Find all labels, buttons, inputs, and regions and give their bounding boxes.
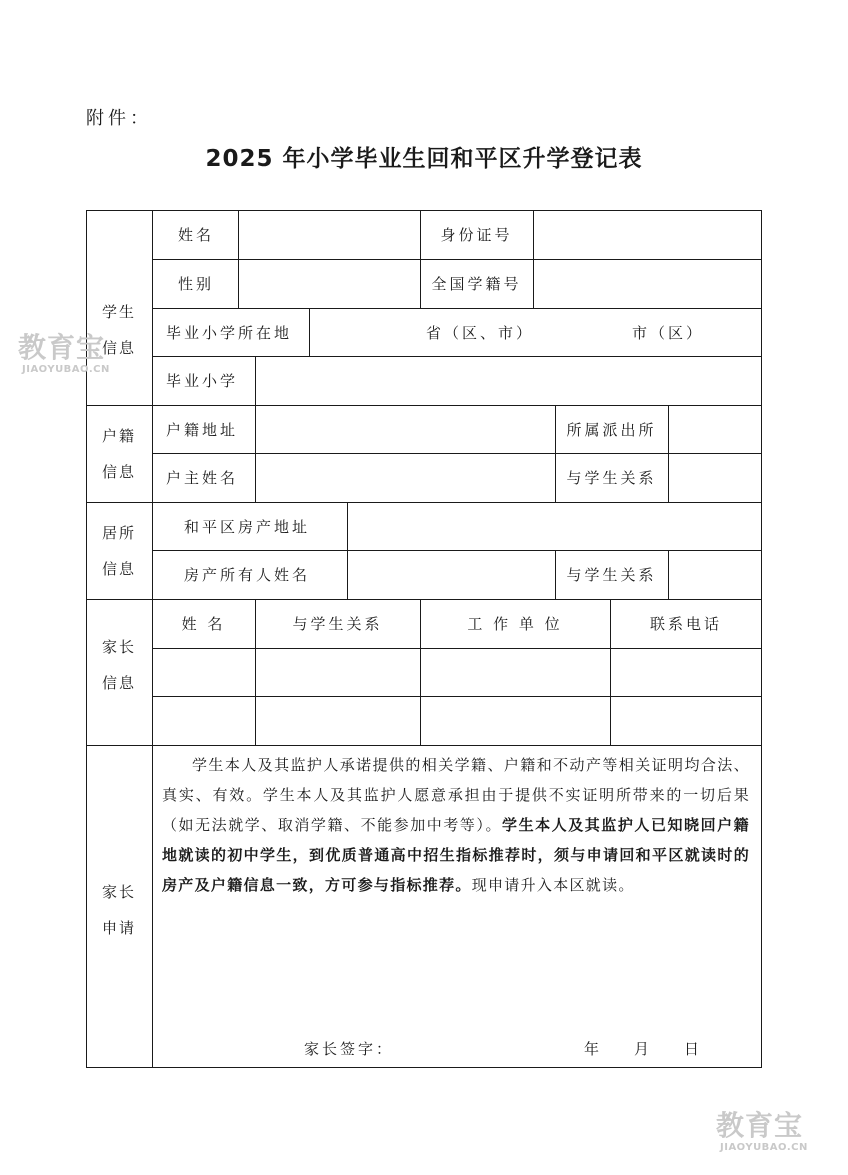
signature-label: 家长签字：	[304, 1040, 395, 1058]
section-label-line: 居所	[101, 523, 136, 542]
col-line	[347, 502, 348, 599]
household-address-label: 户籍地址	[166, 421, 239, 439]
sign-year: 年	[584, 1040, 603, 1058]
registration-form	[86, 210, 762, 1068]
parent-phone-header: 联系电话	[649, 615, 722, 633]
household-head-field[interactable]	[258, 453, 555, 502]
watermark-url: JIAOYUBAO.CN	[720, 1142, 808, 1153]
school-label: 毕业小学	[166, 372, 239, 390]
national-student-no-label: 全国学籍号	[431, 275, 522, 293]
school-location-label: 毕业小学所在地	[166, 324, 293, 342]
col-line	[668, 405, 669, 502]
name-label: 姓名	[178, 226, 215, 244]
row-line	[86, 745, 762, 746]
household-relation-field[interactable]	[671, 453, 760, 502]
gender-label: 性别	[178, 275, 215, 293]
col-line	[255, 405, 256, 502]
residence-relation-label: 与学生关系	[566, 566, 657, 584]
parent-1-employer-field[interactable]	[421, 649, 609, 695]
property-owner-field[interactable]	[350, 550, 555, 599]
parent-2-relation-field[interactable]	[256, 697, 419, 744]
section-residence-label	[86, 502, 152, 599]
section-label-line: 申请	[101, 919, 136, 937]
signature-field[interactable]	[398, 1028, 578, 1062]
section-parents-label	[86, 610, 152, 720]
section-label-line: 家长	[101, 883, 136, 901]
col-line	[238, 210, 239, 308]
col-line	[255, 356, 256, 405]
section-label-line: 学生	[101, 303, 136, 321]
city-label: 市（区）	[632, 324, 705, 342]
parent-2-employer-field[interactable]	[421, 697, 609, 744]
declaration-text	[162, 750, 750, 900]
residence-relation-field[interactable]	[671, 550, 760, 599]
property-address-field[interactable]	[350, 502, 760, 550]
watermark-logo: 教育宝	[716, 1109, 804, 1142]
property-owner-label: 房产所有人姓名	[184, 566, 311, 584]
col-line	[533, 210, 534, 308]
parent-1-relation-field[interactable]	[256, 649, 419, 695]
police-station-field[interactable]	[671, 405, 760, 453]
section-label-line: 家长	[101, 638, 136, 656]
section-label-line: 信息	[101, 674, 136, 692]
watermark-url: JIAOYUBAO.CN	[22, 364, 110, 375]
parent-2-phone-field[interactable]	[611, 697, 760, 744]
household-address-field[interactable]	[258, 405, 555, 453]
household-head-label: 户主姓名	[166, 469, 239, 487]
province-label: 省（区、市）	[426, 324, 535, 342]
declaration-normal: 学生本人及其监护人承诺提供的相关学籍、户籍和不动产等相关证明均合法、真实、有效。学生本人及其监护人愿意承担由于提供不实证明所带来的一切后果（如无法就学、取消学籍、不能参加中考等）。	[162, 756, 750, 834]
parent-1-phone-field[interactable]	[611, 649, 760, 695]
sign-month: 月	[634, 1040, 653, 1058]
section-label-line: 信息	[101, 559, 136, 578]
section-label-line: 户籍	[101, 426, 136, 445]
property-address-label: 和平区房产地址	[184, 517, 311, 536]
sign-day: 日	[684, 1040, 703, 1058]
id-number-field[interactable]	[536, 210, 760, 259]
school-field[interactable]	[258, 356, 760, 405]
section-label-line: 信息	[101, 339, 136, 357]
page-title: 2025 年小学毕业生回和平区升学登记表	[205, 146, 643, 172]
section-household-label	[86, 405, 152, 502]
police-station-label: 所属派出所	[566, 421, 657, 439]
parent-2-name-field[interactable]	[153, 697, 254, 744]
watermark-logo: 教育宝	[18, 331, 106, 364]
parent-relation-header: 与学生关系	[292, 615, 383, 633]
parent-employer-header: 工 作 单 位	[467, 615, 563, 633]
section-label-line: 信息	[101, 462, 136, 481]
section-application-label	[86, 850, 152, 970]
name-field[interactable]	[241, 210, 420, 259]
id-number-label: 身份证号	[440, 226, 513, 244]
col-line	[668, 550, 669, 599]
national-student-no-field[interactable]	[536, 259, 760, 308]
declaration-bold: 学生本人及其监护人已知晓回户籍地就读的初中学生，到优质普通高中招生指标推荐时，须与申请回和平区就读时的房产及户籍信息一致，方可参与指标推荐。	[162, 816, 750, 894]
col-line	[309, 308, 310, 357]
annex-label: 附件：	[86, 108, 152, 129]
declaration-end: 现申请升入本区就读。	[471, 876, 635, 894]
household-relation-label: 与学生关系	[566, 469, 657, 487]
parent-1-name-field[interactable]	[153, 649, 254, 695]
gender-field[interactable]	[241, 259, 420, 308]
parent-name-header: 姓 名	[181, 615, 226, 633]
border-bottom	[86, 1067, 762, 1068]
